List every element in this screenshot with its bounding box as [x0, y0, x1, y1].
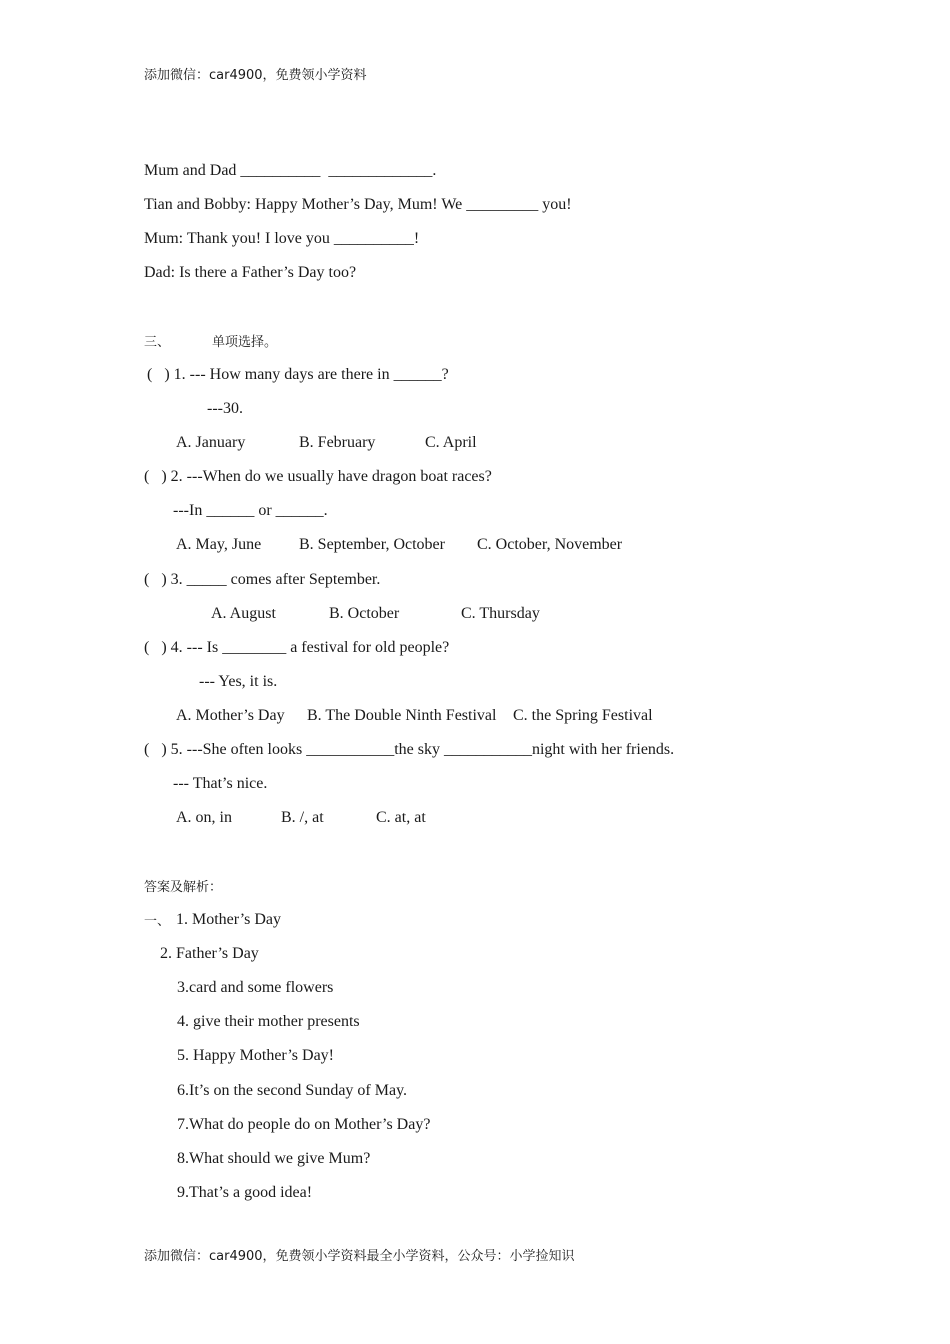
dialogue-line: Dad: Is there a Father’s Day too?: [144, 264, 357, 281]
answer-item: 7.What do people do on Mother’s Day?: [177, 1116, 431, 1133]
section-title: 单项选择。: [212, 335, 278, 350]
option-c: C. at, at: [376, 809, 426, 826]
option-a: A. May, June: [176, 536, 262, 553]
question-stem: ( ) 5. ---She often looks ___________the sky ___________night with her friends.: [144, 741, 675, 758]
question-stem: ( ) 3. _____ comes after September.: [144, 571, 381, 588]
option-a: A. Mother’s Day: [176, 707, 285, 724]
option-c: C. April: [425, 434, 477, 451]
answer-item: 8.What should we give Mum?: [177, 1150, 371, 1167]
answer-item: 4. give their mother presents: [177, 1013, 360, 1030]
footer-text: 添加微信：car4900，免费领小学资料最全小学资料，公众号：小学捡知识: [144, 1249, 575, 1264]
question-answer-line: ---30.: [207, 400, 243, 417]
option-a: A. August: [211, 605, 276, 622]
question-answer-line: --- That’s nice.: [173, 775, 268, 792]
option-b: B. September, October: [299, 536, 445, 553]
answers-title: 答案及解析：: [144, 880, 223, 895]
question-answer-line: --- Yes, it is.: [199, 673, 278, 690]
option-a: A. January: [176, 434, 246, 451]
question-answer-line: ---In ______ or ______.: [173, 502, 328, 519]
dialogue-line: Mum: Thank you! I love you __________!: [144, 230, 420, 247]
option-b: B. October: [329, 605, 400, 622]
answer-item: 6.It’s on the second Sunday of May.: [177, 1082, 408, 1099]
header-text: 添加微信：car4900，免费领小学资料: [144, 68, 367, 83]
option-c: C. the Spring Festival: [513, 707, 653, 724]
answers-prefix: 一、: [144, 914, 171, 929]
question-stem: ( ) 2. ---When do we usually have dragon boat races?: [144, 468, 492, 485]
answer-item: 5. Happy Mother’s Day!: [177, 1047, 335, 1064]
option-c: C. October, November: [477, 536, 623, 553]
section-number: 三、: [144, 335, 171, 350]
option-c: C. Thursday: [461, 605, 540, 622]
dialogue-line: Mum and Dad __________ _____________.: [144, 162, 437, 179]
option-b: B. February: [299, 434, 376, 451]
question-stem: ( ) 4. --- Is ________ a festival for old people?: [144, 639, 450, 656]
answer-item: 3.card and some flowers: [177, 979, 334, 996]
answer-item: 9.That’s a good idea!: [177, 1184, 313, 1201]
option-b: B. /, at: [281, 809, 324, 826]
answer-item: 1. Mother’s Day: [176, 911, 282, 928]
question-stem: ( ) 1. --- How many days are there in ______?: [147, 366, 449, 383]
dialogue-line: Tian and Bobby: Happy Mother’s Day, Mum! We _________ you!: [144, 196, 572, 213]
option-a: A. on, in: [176, 809, 232, 826]
option-b: B. The Double Ninth Festival: [307, 707, 497, 724]
answer-item: 2. Father’s Day: [160, 945, 259, 962]
